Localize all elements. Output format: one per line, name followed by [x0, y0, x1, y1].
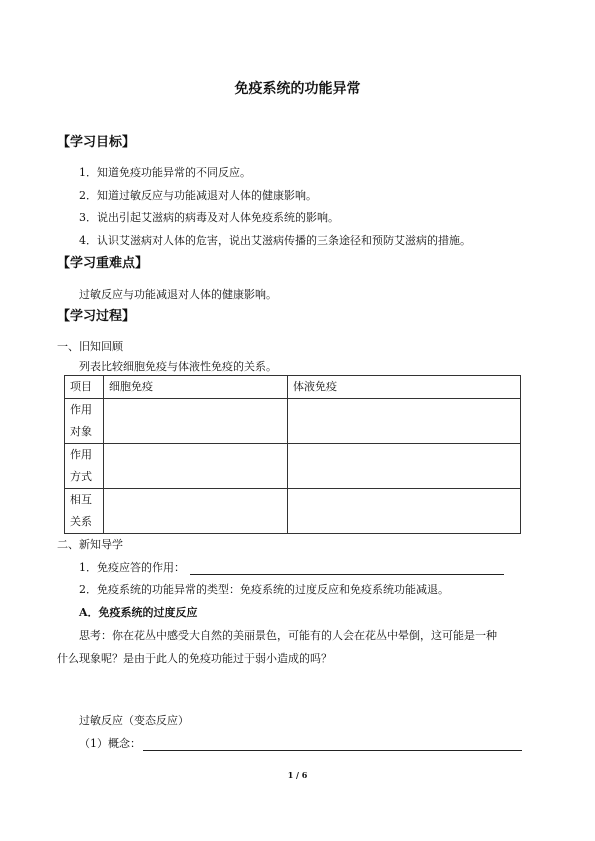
- page-title: 免疫系统的功能异常: [234, 81, 361, 97]
- table-cell-empty: [104, 444, 288, 489]
- table-row-label: [65, 489, 104, 534]
- key-points-text: 过敏反应与功能减退对人体的健康影响。: [79, 288, 277, 301]
- label-line: 相互: [70, 493, 92, 506]
- label-line: 关系: [70, 515, 92, 528]
- objective-item: 4．认识艾滋病对人体的危害，说出艾滋病传播的三条途径和预防艾滋病的措施。: [79, 234, 471, 247]
- table-row-label: [65, 399, 104, 444]
- page-number: 1 / 6: [287, 770, 308, 780]
- label-line: 作用: [70, 448, 92, 461]
- table-header-row: [65, 376, 521, 399]
- table-row: [65, 489, 521, 534]
- concept-label: （1）概念：: [79, 737, 141, 750]
- objectives-heading: 【学习目标】: [57, 135, 136, 150]
- table-cell-empty: [288, 399, 521, 444]
- label-line: 方式: [70, 470, 92, 483]
- objective-item: 3．说出引起艾滋病的病毒及对人体免疫系统的影响。: [79, 211, 339, 224]
- table-cell-empty: [288, 489, 521, 534]
- new-item-1: 1．免疫应答的作用：: [79, 561, 185, 574]
- objective-item: 1．知道免疫功能异常的不同反应。: [79, 166, 251, 179]
- new-item-2: 2．免疫系统的功能异常的类型：免疫系统的过度反应和免疫系统功能减退。: [79, 583, 449, 596]
- key-points-heading: 【学习重难点】: [57, 256, 149, 271]
- subsection-heading: A．免疫系统的过度反应: [79, 606, 198, 619]
- think-question-line: 什么现象呢？是由于此人的免疫功能过于弱小造成的吗？: [57, 652, 332, 665]
- answer-blank-line: [190, 574, 504, 575]
- label-line: 作用: [70, 403, 92, 416]
- table-header-cell: 细胞免疫: [104, 376, 288, 399]
- answer-blank-line: [143, 750, 522, 751]
- process-heading: 【学习过程】: [57, 309, 136, 324]
- think-question-line: 思考：你在花丛中感受大自然的美丽景色，可能有的人会在花丛中晕倒，这可能是一种: [79, 629, 497, 642]
- table-row-label: [65, 444, 104, 489]
- comparison-table: [64, 375, 521, 534]
- table-cell-empty: [288, 444, 521, 489]
- table-cell-empty: [104, 399, 288, 444]
- allergy-heading: 过敏反应（变态反应）: [79, 714, 189, 727]
- table-cell-empty: [104, 489, 288, 534]
- objective-item: 2．知道过敏反应与功能减退对人体的健康影响。: [79, 189, 317, 202]
- table-header-cell: 项目: [65, 376, 104, 399]
- review-intro: 列表比较细胞免疫与体液性免疫的关系。: [79, 360, 277, 373]
- review-heading: 一、旧知回顾: [57, 340, 123, 353]
- table-row: [65, 444, 521, 489]
- table-row: [65, 399, 521, 444]
- label-line: 对象: [70, 425, 92, 438]
- new-heading: 二、新知导学: [57, 538, 123, 551]
- table-header-cell: 体液免疫: [288, 376, 521, 399]
